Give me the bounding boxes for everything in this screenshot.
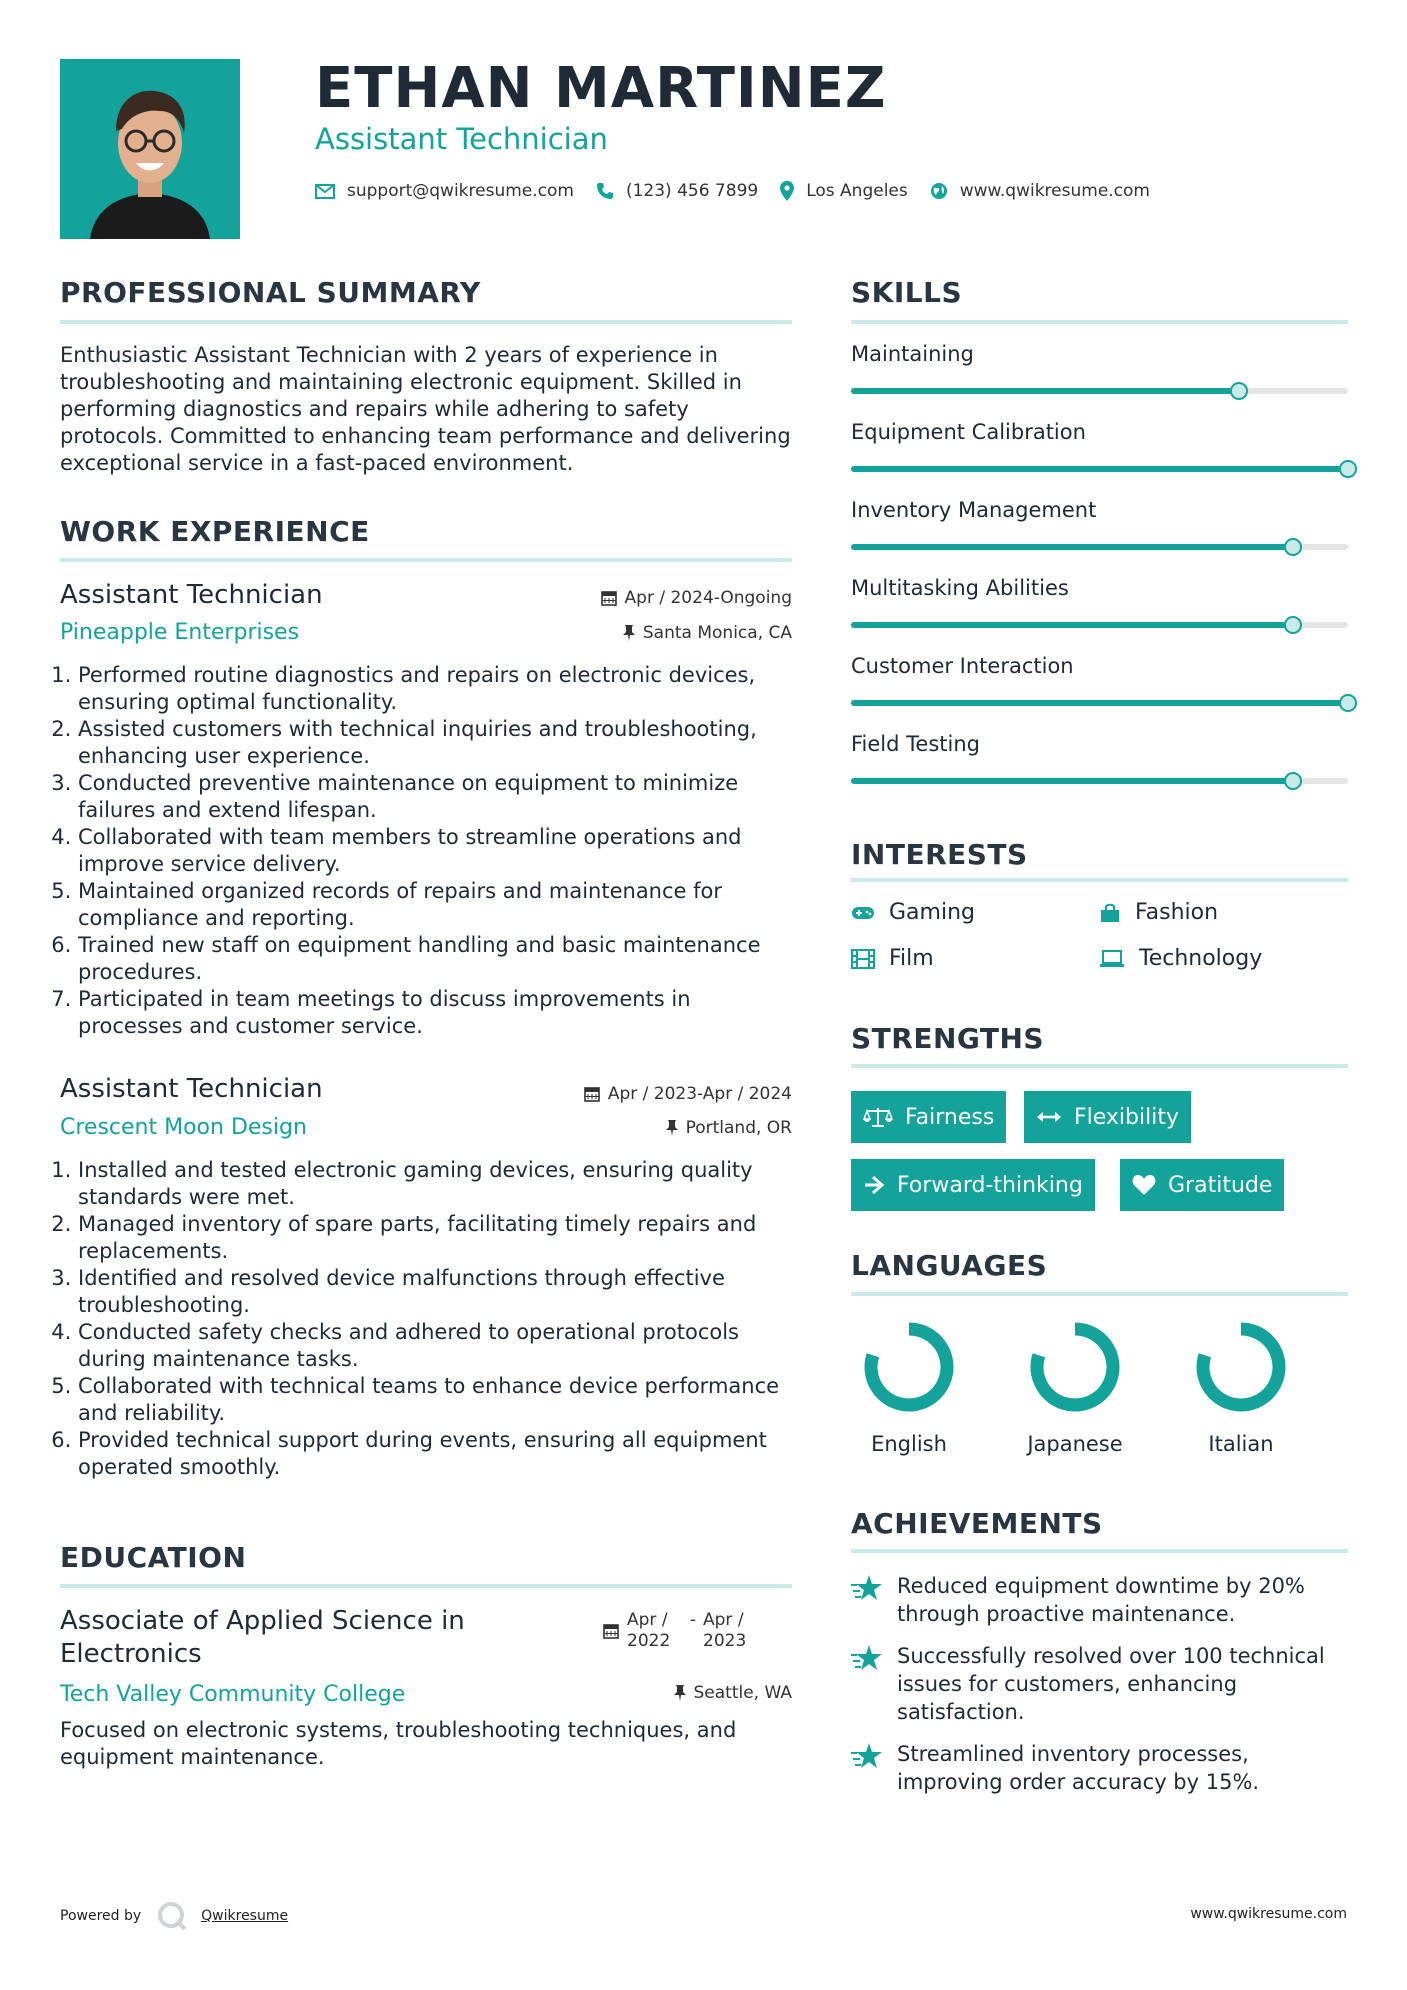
education-dates [603, 1610, 759, 1652]
star-icon [851, 1574, 883, 1602]
list-item: 5. Collaborated with technical teams to enhance device performance and reliability. [78, 1373, 800, 1427]
languages-heading: LANGUAGES [851, 1249, 1048, 1282]
email-text: support@qwikresume.com [347, 181, 574, 201]
arrow-right-icon [863, 1175, 885, 1195]
list-item: 6. Trained new staff on equipment handling and basic maintenance procedures. [78, 932, 800, 986]
strength-label: Flexibility [1074, 1104, 1179, 1130]
achievement-text: Successfully resolved over 100 technical issues for customers, enhancing satisfaction. [897, 1644, 1325, 1724]
profile-photo [60, 59, 240, 239]
summary-divider [60, 320, 792, 324]
skill-level-knob [1284, 538, 1302, 556]
skill-level-knob [1339, 694, 1357, 712]
language-name: Italian [1208, 1432, 1274, 1456]
language-ring [1191, 1317, 1291, 1417]
skill-level-knob [1230, 382, 1248, 400]
list-item: 7. Participated in team meetings to discuss improvements in processes and customer service. [78, 986, 800, 1040]
job-dates-text: Apr / 2023-Apr / 2024 [607, 1084, 792, 1104]
interest-item [851, 900, 975, 925]
skill-bar-fill [851, 388, 1239, 394]
star-icon [851, 1742, 883, 1770]
skill-bar-fill [851, 544, 1293, 550]
footer-url[interactable]: www.qwikresume.com [1190, 1906, 1347, 1922]
strength-label: Forward-thinking [897, 1172, 1083, 1198]
skill-level-knob [1284, 772, 1302, 790]
strengths-heading: STRENGTHS [851, 1022, 1045, 1055]
skill-bar-track [851, 544, 1348, 550]
experience-heading: WORK EXPERIENCE [60, 515, 370, 548]
contact-phone[interactable] [596, 181, 758, 201]
horizontal-arrows-icon [1036, 1110, 1062, 1124]
skill-level-knob [1284, 616, 1302, 634]
languages-divider [851, 1292, 1348, 1296]
skill-name: Equipment Calibration [851, 420, 1086, 444]
skill-name: Field Testing [851, 732, 980, 756]
location-text: Los Angeles [806, 181, 908, 201]
strength-chip [851, 1091, 1006, 1143]
job-dates [520, 588, 792, 608]
language-ring-arc [1037, 1329, 1113, 1405]
website-text: www.qwikresume.com [959, 181, 1150, 201]
company-name: Pineapple Enterprises [60, 620, 300, 645]
candidate-name: ETHAN MARTINEZ [315, 56, 887, 121]
job-dates-text: Apr / 2024-Ongoing [624, 588, 792, 608]
pushpin-icon [623, 625, 635, 641]
skill-name: Inventory Management [851, 498, 1097, 522]
education-location-text: Seattle, WA [693, 1683, 792, 1703]
strength-chip [851, 1159, 1095, 1211]
achievement-item [851, 1740, 1351, 1796]
interest-label: Film [889, 946, 934, 971]
skill-bar-track [851, 466, 1348, 472]
language-name: English [871, 1432, 947, 1456]
experience-divider [60, 558, 792, 562]
powered-by-label: Powered by [60, 1908, 142, 1924]
job-dates [500, 1084, 792, 1104]
skill-bar-fill [851, 622, 1293, 628]
envelope-icon [315, 184, 335, 199]
globe-icon [930, 182, 948, 200]
job-location [520, 1118, 792, 1138]
qwikresume-logo-icon [157, 1901, 187, 1931]
achievements-heading: ACHIEVEMENTS [851, 1507, 1103, 1540]
phone-icon [596, 182, 614, 200]
strength-label: Fairness [905, 1104, 995, 1130]
pushpin-icon [666, 1120, 678, 1136]
list-item: 6. Provided technical support during events, ensuring all equipment operated smoothly. [78, 1427, 800, 1481]
interests-heading: INTERESTS [851, 838, 1028, 871]
calendar-icon [603, 1623, 619, 1639]
job-responsibilities [60, 662, 800, 1040]
list-item: 4. Conducted safety checks and adhered to operational protocols during maintenance tasks. [78, 1319, 800, 1373]
degree-title: Associate of Applied Science in Electronics [60, 1606, 465, 1669]
achievement-item [851, 1642, 1351, 1726]
list-item: 2. Assisted customers with technical inquiries and troubleshooting, enhancing user experience. [78, 716, 800, 770]
education-heading: EDUCATION [60, 1541, 247, 1574]
summary-heading: PROFESSIONAL SUMMARY [60, 276, 481, 309]
language-ring [859, 1317, 959, 1417]
interest-label: Technology [1139, 946, 1263, 971]
pushpin-icon [674, 1685, 686, 1701]
footer-branding [60, 1901, 288, 1931]
heart-icon [1132, 1174, 1156, 1196]
contact-location [780, 181, 908, 201]
star-icon [851, 1644, 883, 1672]
skill-bar-track [851, 700, 1348, 706]
language-ring [1025, 1317, 1125, 1417]
interests-divider [851, 878, 1348, 882]
interest-item [1099, 900, 1218, 925]
education-location [520, 1683, 792, 1703]
skill-bar-track [851, 622, 1348, 628]
skill-bar-fill [851, 700, 1348, 706]
contact-bar [315, 178, 1172, 204]
interest-item [851, 946, 934, 971]
job-responsibilities [60, 1157, 800, 1481]
education-end: Apr / 2023 [703, 1610, 747, 1651]
job-title: Assistant Technician [60, 580, 323, 610]
strength-label: Gratitude [1168, 1172, 1273, 1198]
skill-name: Maintaining [851, 342, 974, 366]
education-start: Apr / 2022 [627, 1610, 671, 1651]
shopping-bag-icon [1099, 902, 1121, 924]
strengths-divider [851, 1064, 1348, 1068]
language-ring-arc [871, 1329, 947, 1405]
skill-level-knob [1339, 460, 1357, 478]
list-item: 4. Collaborated with team members to streamline operations and improve service delivery. [78, 824, 800, 878]
language-ring-arc [1203, 1329, 1279, 1405]
skills-heading: SKILLS [851, 276, 963, 309]
job-location-text: Portland, OR [685, 1118, 792, 1138]
gamepad-icon [851, 905, 875, 921]
balance-scale-icon [863, 1106, 893, 1128]
achievement-text: Streamlined inventory processes, improving order accuracy by 15%. [897, 1742, 1260, 1794]
list-item: 1. Installed and tested electronic gaming devices, ensuring quality standards were met. [78, 1157, 800, 1211]
date-separator: - [689, 1610, 697, 1630]
list-item: 5. Maintained organized records of repairs and maintenance for compliance and reporting. [78, 878, 800, 932]
phone-text: (123) 456 7899 [625, 181, 759, 201]
contact-website[interactable] [930, 181, 1150, 201]
achievement-text: Reduced equipment downtime by 20% through proactive maintenance. [897, 1574, 1305, 1626]
skill-name: Multitasking Abilities [851, 576, 1069, 600]
calendar-icon [584, 1086, 600, 1102]
job-title: Assistant Technician [60, 1074, 323, 1104]
skill-name: Customer Interaction [851, 654, 1074, 678]
map-pin-icon [780, 181, 794, 201]
skill-bar-track [851, 388, 1348, 394]
film-icon [851, 949, 875, 969]
job-location [520, 623, 792, 643]
skill-bar-fill [851, 466, 1348, 472]
language-name: Japanese [1027, 1432, 1123, 1456]
contact-email[interactable] [315, 181, 574, 201]
achievements-divider [851, 1549, 1348, 1553]
interest-label: Fashion [1135, 900, 1219, 925]
list-item: 3. Identified and resolved device malfunctions through effective troubleshooting. [78, 1265, 800, 1319]
list-item: 3. Conducted preventive maintenance on equipment to minimize failures and extend lifespan. [78, 770, 800, 824]
skill-bar-track [851, 778, 1348, 784]
strength-chip [1120, 1159, 1284, 1211]
skills-divider [851, 320, 1348, 324]
laptop-icon [1099, 950, 1125, 968]
interest-item [1099, 946, 1262, 971]
candidate-title: Assistant Technician [315, 122, 608, 156]
education-description: Focused on electronic systems, troubleshooting techniques, and equipment maintenance. [60, 1718, 737, 1769]
list-item: 1. Performed routine diagnostics and repairs on electronic devices, ensuring optimal functionality. [78, 662, 800, 716]
education-divider [60, 1584, 792, 1588]
job-location-text: Santa Monica, CA [642, 623, 792, 643]
company-name: Crescent Moon Design [60, 1115, 307, 1140]
summary-text: Enthusiastic Assistant Technician with 2 years of experience in troubleshooting and maintaining electronic equipment. Skilled in performing diagnostics and repairs while adhering to safety protocols. Committed to enhancing team performance and delivering exceptional service in a fast-paced environment. [60, 343, 791, 475]
interest-label: Gaming [889, 900, 975, 925]
school-name: Tech Valley Community College [60, 1682, 406, 1707]
strength-chip [1024, 1091, 1191, 1143]
skill-bar-fill [851, 778, 1293, 784]
list-item: 2. Managed inventory of spare parts, facilitating timely repairs and replacements. [78, 1211, 800, 1265]
calendar-icon [601, 590, 617, 606]
qwikresume-link[interactable]: Qwikresume [201, 1908, 289, 1924]
achievement-item [851, 1572, 1351, 1628]
